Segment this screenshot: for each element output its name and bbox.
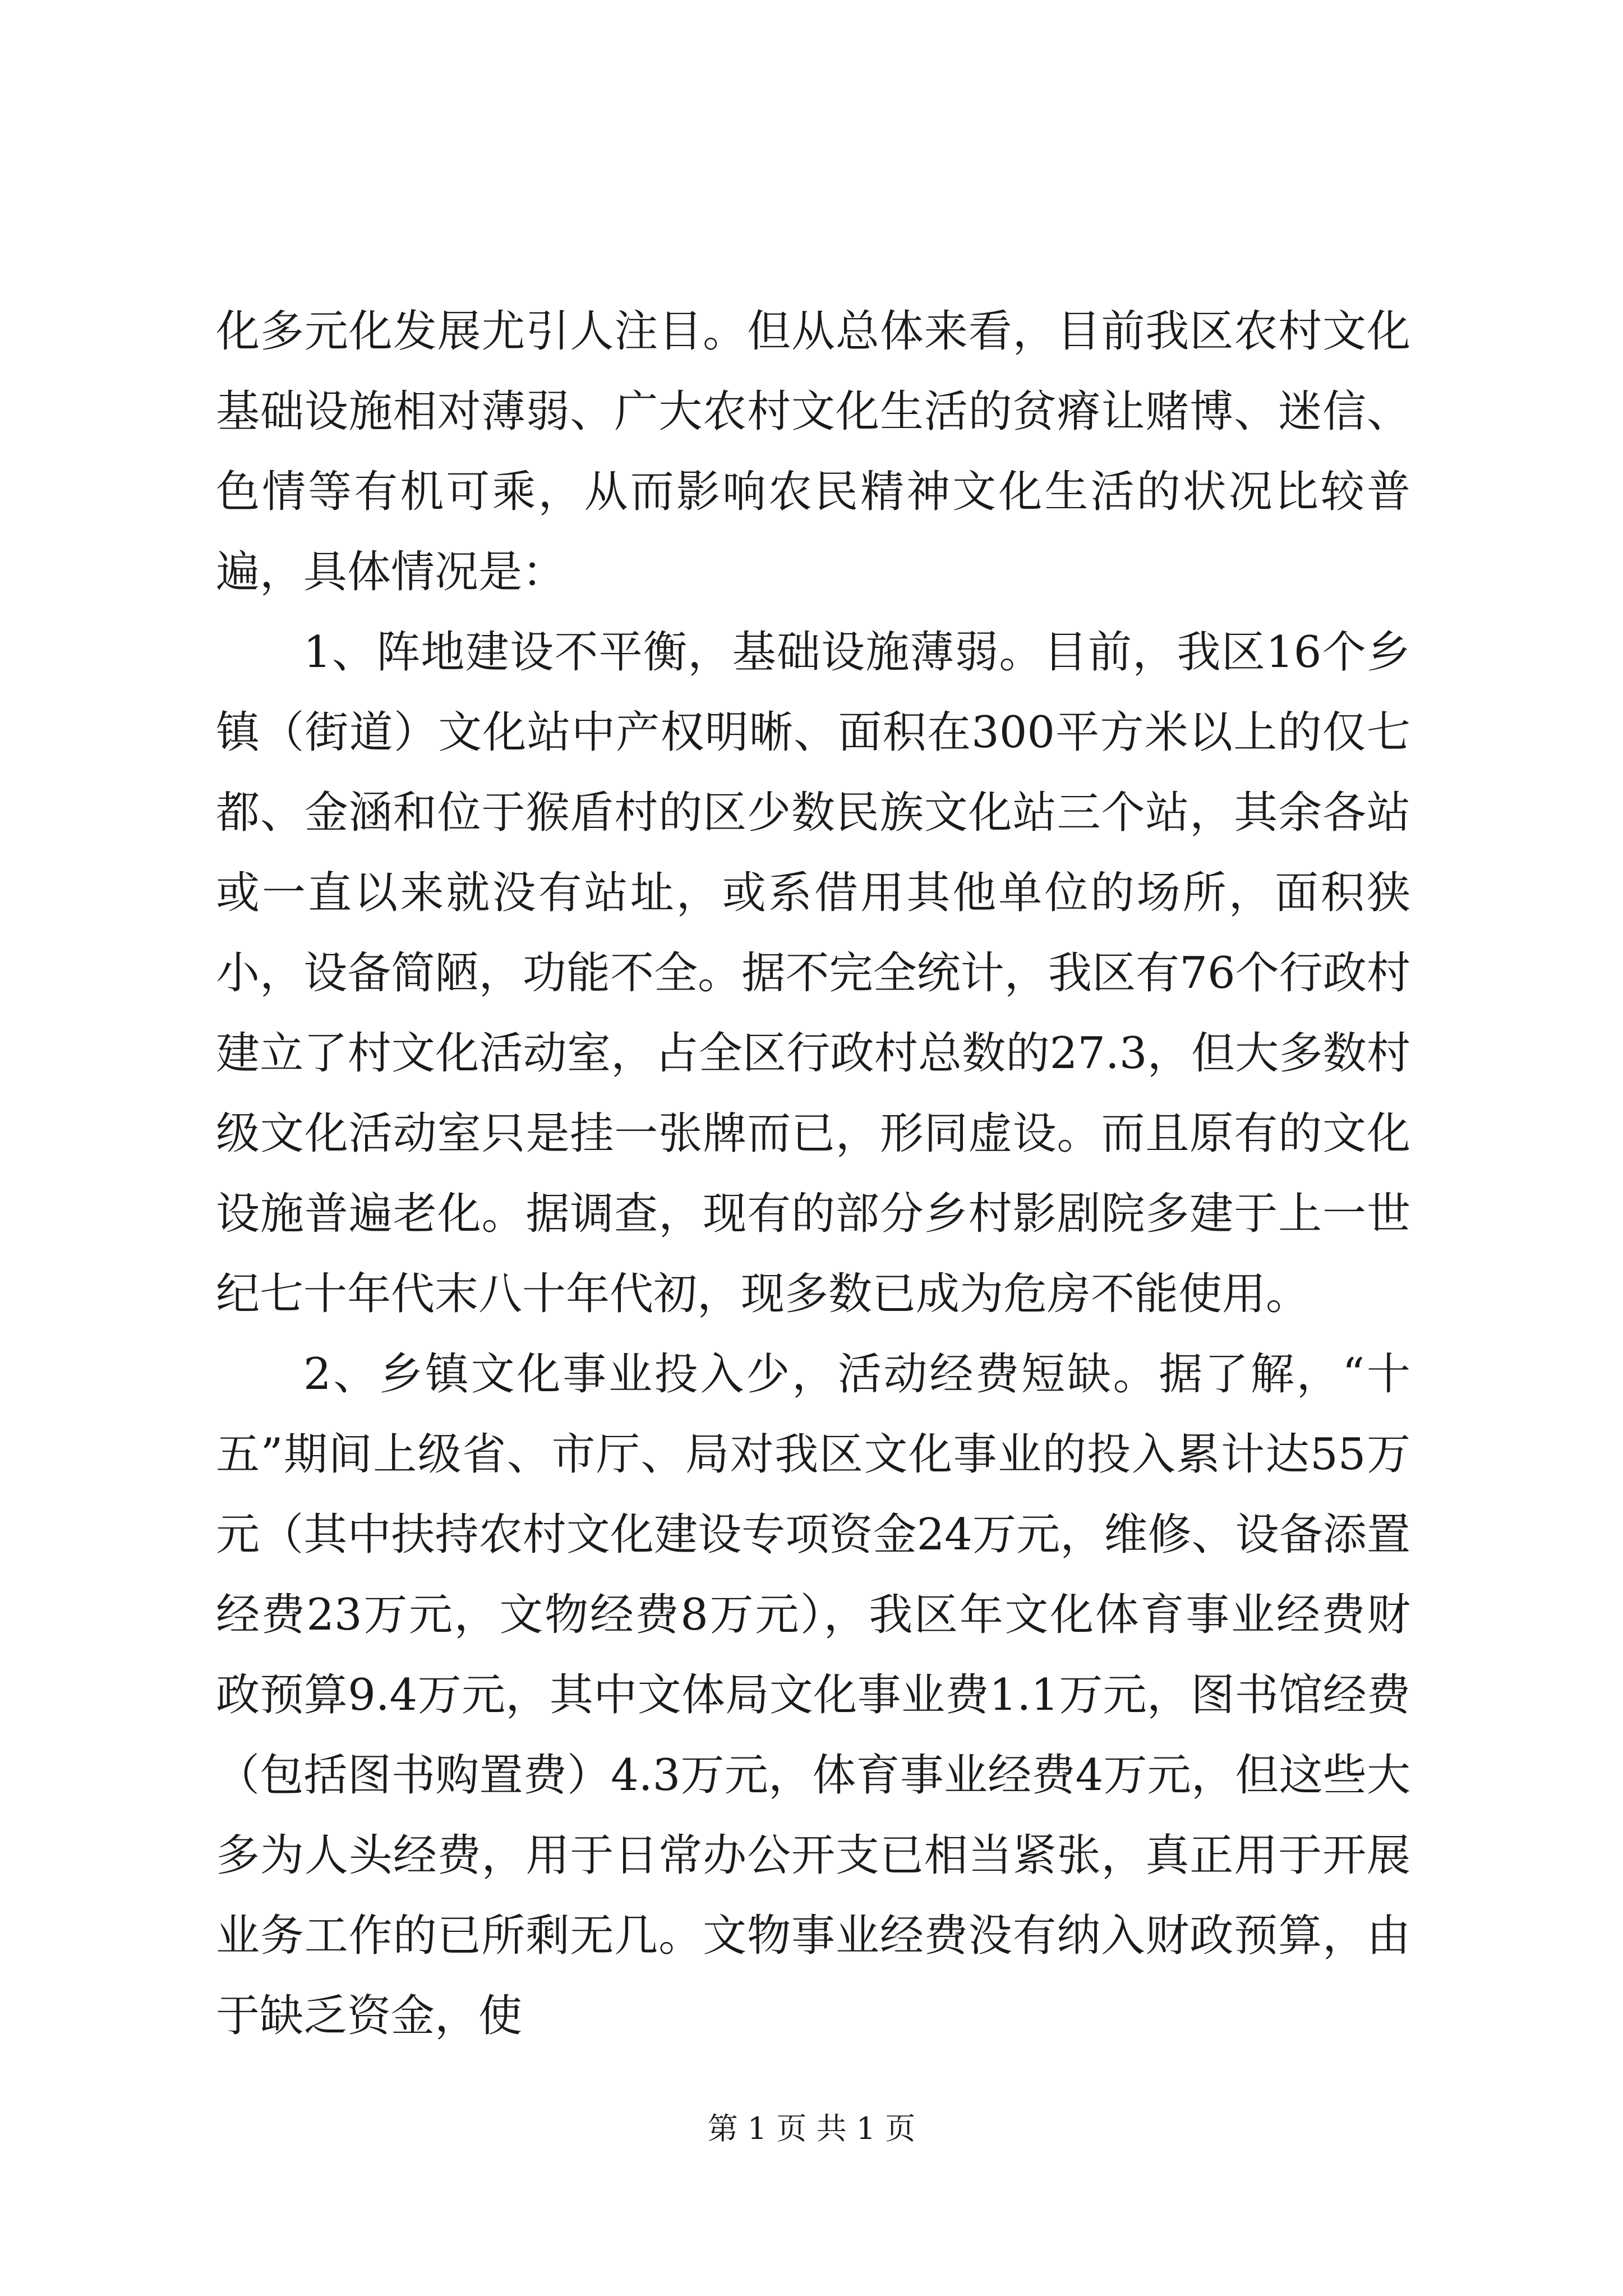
- document-body: [216, 292, 1410, 2056]
- paragraph-point-1: 1、阵地建设不平衡，基础设施薄弱。目前，我区16个乡镇（街道）文化站中产权明晰、面积在300平方米以上的仅七都、金涵和位于猴盾村的区少数民族文化站三个站，其余各站或一直以来就没有站址，或系借用其他单位的场所，面积狭小，设备简陋，功能不全。据不完全统计，我区有76个行政村建立了村文化活动室，占全区行政村总数的27.3，但大多数村级文化活动室只是挂一张牌而已，形同虚设。而且原有的文化设施普遍老化。据调查，现有的部分乡村影剧院多建于上一世纪七十年代末八十年代初，现多数已成为危房不能使用。: [216, 627, 1410, 1319]
- page-footer: 第 1 页 共 1 页: [707, 2111, 916, 2146]
- paragraph-point-2: 2、乡镇文化事业投入少，活动经费短缺。据了解，“十五”期间上级省、市厅、局对我区文化事业的投入累计达55万元（其中扶持农村文化建设专项资金24万元，维修、设备添置经费23万元，文物经费8万元），我区年文化体育事业经费财政预算9.4万元，其中文体局文化事业费1.1万元，图书馆经费（包括图书购置费）4.3万元，体育事业经费4万元，但这些大多为人头经费，用于日常办公开支已相当紧张，真正用于开展业务工作的已所剩无几。文物事业经费没有纳入财政预算，由于缺乏资金，使: [216, 1349, 1410, 2041]
- paragraph-intro: 化多元化发展尤引人注目。但从总体来看，目前我区农村文化基础设施相对薄弱、广大农村文化生活的贫瘠让赌博、迷信、色情等有机可乘，从而影响农民精神文化生活的状况比较普遍，具体情况是：: [216, 306, 1410, 597]
